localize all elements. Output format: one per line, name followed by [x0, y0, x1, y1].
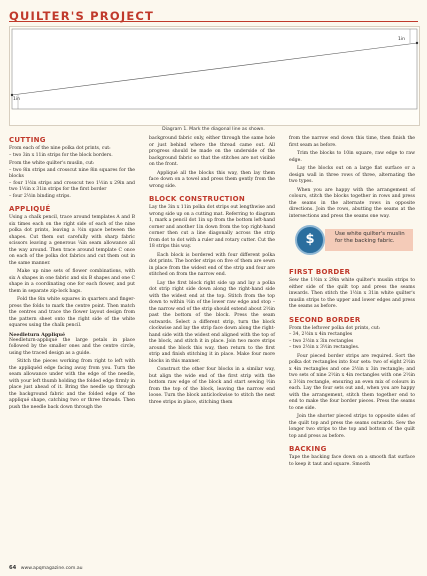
col3-paragraph-4: When you are happy with the arrangement of colours, stitch the blocks together in rows and press the seams in the alternate rows in opposite directions. Join the rows, abutting the seams at the intersections and press the seams one way.	[289, 187, 415, 219]
block-paragraph-4: Construct the other four blocks in a similar way, but align the wide end of the first strip with the bottom raw edge of the block and start sewing ½in from the top of the block, leaving the narrow end loose. Turn the block anticlockwise to stitch the next three strips in place, stitching them	[149, 367, 275, 405]
block-paragraph-3: Lay the first block right side up and lay a polka dot strip right side down along the right-hand side with the widest end at the top. Stitch from the top down to within ½in of the lower raw edge and stop – the narrow end of the strip should extend about 2½in past the bottom of the block. Press the seam outwards. Select a different strip, turn the block clockwise and lay the strip face down along the right-hand side with the widest end aligned with the top of the block, and stitch it in place. Join two more strips around the block this way, then return to the first strip and finish stitching it in place. Make four more blocks in this manner.	[149, 280, 275, 364]
diagram-caption: Diagram 1. Mark the diagonal line as shown.	[162, 127, 265, 132]
applique-paragraph-2: Make up nine sets of flower combinations, with six A shapes in one fabric and six B shapes and one C shape in a coordinating one for each flower, and put them in separate zip-lock bags.	[9, 269, 135, 294]
column-1	[9, 136, 135, 413]
second-border-list: From the leftover polka dot prints, cut: – 34, 2½in x 4in rectangles – two 2½in x 3in rectangles – two 2½in x 3½in rectangles.	[289, 325, 381, 350]
title-rule	[9, 21, 418, 22]
cutting-heading: CUTTING	[9, 136, 46, 144]
col3-paragraph-3: Lay the blocks out on a large flat surface or a design wall in three rows of three, alternating the two types.	[289, 166, 415, 184]
block-paragraph-1: Lay the 3in x 11in polka dot strips out lengthwise and wrong side up on a cutting mat. Referring to diagram 1, mark a pencil dot 1in up from the bottom left-hand corner and another 1in down from the top right-hand corner then cut a line diagonally across the strip from dot to dot with a ruler and rotary cutter. Cut the 18 strips this way.	[149, 205, 275, 249]
page-number: 64	[9, 565, 17, 571]
applique-paragraph-1: Using a chalk pencil, trace around templates A and B six times each on the right side of each of the nine polka dot prints, leaving a ½in space between the shapes. Cut them out carefully with sharp fabric scissors leaving a generous ¼in seam allowance all the way around. Then trace around template C once on each of the polka dot fabrics and cut them out in the same manner.	[9, 215, 135, 266]
footer-url: www.apqmagazine.com.au	[20, 566, 83, 571]
diagram-label-top: 1in	[398, 37, 405, 42]
block-paragraph-2: Each block is bordered with four different polka dot prints. The border strips on five of them are sewn in place from the widest end of the strip and four are stitched on from the narrow end.	[149, 252, 275, 277]
backing-paragraph: Tape the backing face down on a smooth flat surface to keep it taut and square. Smooth	[289, 455, 415, 467]
second-border-paragraph-3: Join the shorter pieced strips to opposite sides of the quilt top and press the seams outwards. Sew the longer two strips to the top and bottom of the quilt top and press as before.	[289, 414, 415, 439]
first-border-paragraph: Sew the 1½in x 29in white quilter's muslin strips to either side of the quilt top and press the seams inwards. Then stitch the 1½in x 31in white quilter's muslin strips to the upper and lower edges and press the seams as before.	[289, 278, 415, 309]
applique-heading: APPLIQUÉ	[9, 205, 51, 213]
tip-callout	[289, 223, 415, 263]
col2-paragraph-2: Appliqué all the blocks this way, then lay them face down on a towel and press them gently from the wrong side.	[149, 170, 275, 189]
needleturn-paragraph-1: Needleturn-appliqué the large petals in place followed by the smaller ones and the centre circle, using the traced design as a guide.	[9, 337, 135, 356]
second-border-heading: SECOND BORDER	[289, 315, 361, 324]
col2-paragraph-1: background fabric only, either through the same hole or just behind where the thread came out. All progress should be made on the underside of the background fabric so that the stitches are not visible on the front.	[149, 136, 275, 167]
diagram-1	[9, 26, 420, 126]
col3-paragraph-1: from the narrow end down this time, then finish the first seam as before.	[289, 136, 415, 148]
needleturn-heading: Needleturn Appliqué	[9, 331, 66, 338]
backing-heading: BACKING	[289, 445, 327, 453]
block-construction-heading: BLOCK CONSTRUCTION	[149, 195, 246, 203]
page-footer	[9, 565, 83, 571]
cutting-list-2: From the white quilter's muslin, cut: – two 8in strips and crosscut nine 8in squares for the blocks – four 1½in strips and crosscut two 1½in x 29in and two 1½in x 31in strips for the first border – four 2½in binding strips.	[9, 161, 135, 199]
tip-box: Use white quilter's muslin for the backing fabric.	[325, 229, 413, 251]
cutting-list-1: From each of the nine polka dot prints, cut: – two 3in x 11in strips for the block borders.	[9, 146, 113, 158]
column-3	[289, 136, 415, 470]
dollar-symbol: $	[305, 232, 315, 247]
column-2	[149, 136, 275, 408]
col3-paragraph-2: Trim the blocks to 10in square, raw edge to raw edge.	[289, 151, 415, 163]
dot-bottom-left	[11, 94, 13, 96]
page-title: QUILTER'S PROJECT	[9, 9, 155, 23]
first-border-heading: FIRST BORDER	[289, 268, 351, 276]
needleturn-paragraph-2: Stitch the pieces working from right to left with the appliquéd edge facing away from you. Turn the seam allowance under with the edge of the needle, with your left thumb holding the folded edge firmly in place just ahead of it. Bring the needle up through the background fabric and the folded edge of the appliqué shape, catching two or three threads. Then push the needle back down through the	[9, 359, 135, 410]
dollars-and-sense-seal-icon	[295, 225, 325, 255]
dot-top-right	[416, 42, 418, 44]
diagram-label-bottom: 1in	[13, 97, 20, 102]
diagram-svg	[10, 27, 419, 125]
second-border-paragraph-2: Four pieced border strips are required. Sort the polka dot rectangles into four sets: two of eight 2½in x 4in rectangles and one 2½in x 3in rectangle; and two sets of nine 2½in x 4in rectangles with one 2½in x 3½in rectangle, ensuring an even mix of colours in each. Lay the four sets out and, when you are happy with the arrangement, stitch them together end to end to make the four border pieces. Press the seams to one side.	[289, 353, 415, 411]
applique-paragraph-3: Fold the 8in white squares in quarters and finger-press the folds to mark the centre point. Then match the centres and trace the flower layout design from the pattern sheet onto the right side of the white squares using the chalk pencil.	[9, 297, 135, 328]
